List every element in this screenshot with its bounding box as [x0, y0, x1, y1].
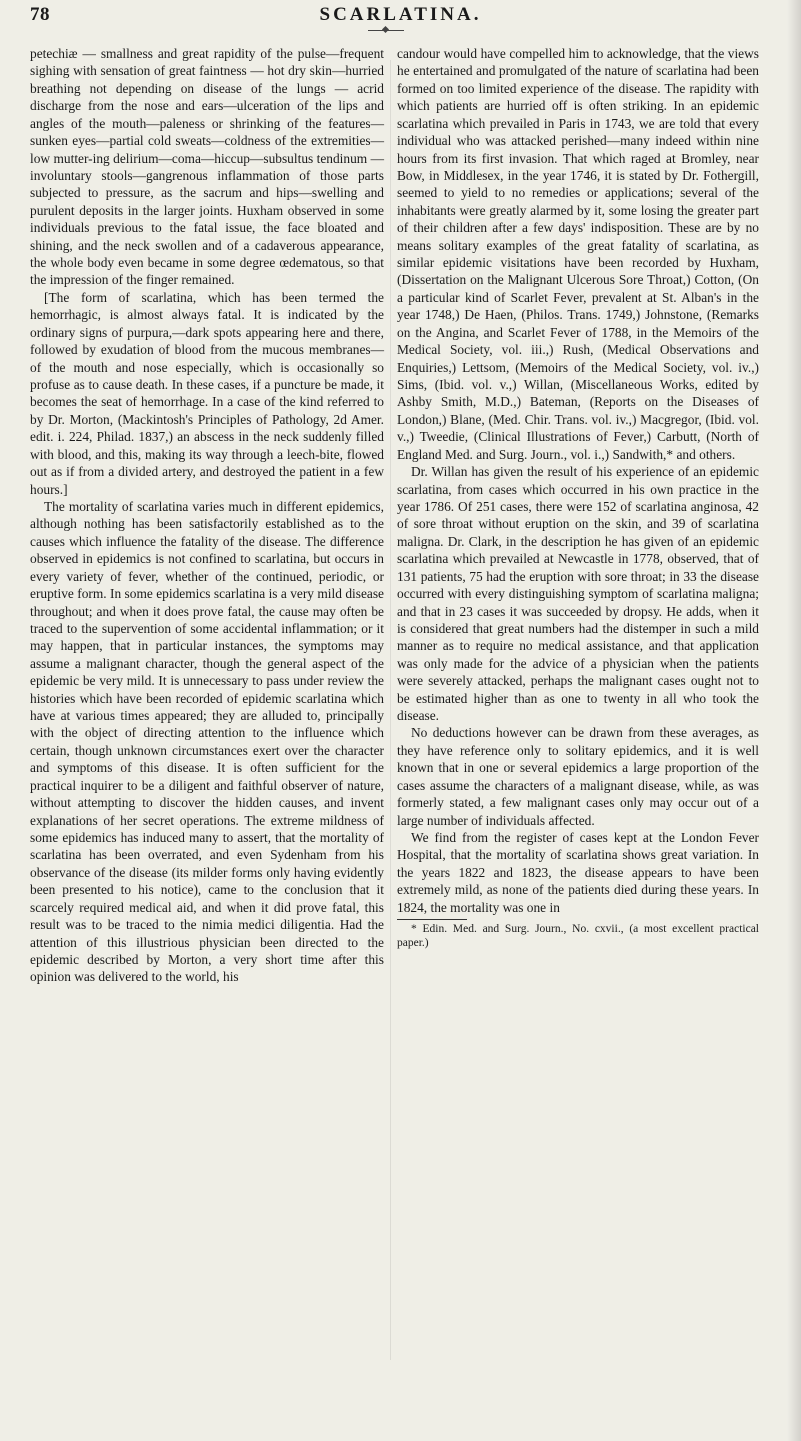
paragraph: petechiæ — smallness and great rapidity of the pulse—frequent sighing with sensation of great faintness — hot dry skin—hurried breathing not depending on disease of the lungs — acrid discharge from the nose and ears—ulceration of the lips and angles of the mouth—paleness or shrinking of the features—sunken eyes—partial cold sweats—coldness of the extremities—low mutter-ing delirium—coma—hiccup—subsultus tendinum —involuntary stools—gangrenous inflammation of those parts subjected to pressure, as the sacrum and hips—swelling and purulent deposits in the larger joints. Huxham observed in some individuals previous to the fatal issue, the face bloated and shining, and the neck swollen and of a cadaverous appearance, the whole body even became in some degree œdematous, so that the impression of the finger remained.	[30, 46, 384, 288]
paragraph: The mortality of scarlatina varies much in different epidemics, although nothing has been satisfactorily established as to the causes which influence the fatality of the disease. The difference observed in epidemics is not confined to scarlatina, but occurs in every variety of fever, whether of the continued, periodic, or eruptive form. In some epidemics scarlatina is a very mild disease throughout; and when it does prove fatal, the cause may often be traced to the supervention of some accidental inflammation; or it may happen, that in particular instances, the symptoms may assume a malignant character, though the general aspect of the epidemic be very mild. It is unnecessary to pass under review the histories which have been recorded of epidemic scarlatina which have at various times appeared; they are alluded to, principally with the object of directing attention to the influence which certain, though unknown circumstances exert over the character and symptoms of this disease. It is often sufficient for the practical inquirer to be a diligent and faithful observer of nature, without attempting to discover the hidden causes, and invent explanations of her secret operations. The extreme mildness of some epidemics has induced many to assert, that the mortality of scarlatina has been overrated, and even Sydenham from his observance of the disease (its milder forms only having evidently been presented to his notice), came to the conclusion that it scarcely required medical aid, and when it did prove fatal, this result was to be traced to the nimia medici diligentia. Had the attention of this illustrious physician been directed to the epidemic described by Morton, a very short time after this opinion was delivered to the world, his	[30, 498, 384, 985]
paragraph: Dr. Willan has given the result of his experience of an epidemic scarlatina, from cases which occurred in his own practice in the year 1786. Of 251 cases, there were 152 of scarlatina anginosa, 42 of sore throat without eruption on the skin, and 39 of scarlatina maligna. Dr. Clark, in the description he has given of an epidemic scarlatina which prevailed at Newcastle in 1778, observed, that of 131 patients, 75 had the eruption with sore throat; in 33 the disease occurred with every distinguishing symptom of scarlatina maligna; and that in 23 cases it was succeeded by dropsy. He adds, when it is considered that great numbers had the distemper in such a mild manner as to require no medical assistance, and that application was only made for the advice of a physician when the patients were severely attacked, perhaps the malignant cases ought not to be estimated higher than as one to twenty in all who took the disease.	[397, 464, 759, 724]
page-number: 78	[30, 4, 50, 25]
left-column	[30, 45, 384, 986]
ornament-divider	[368, 30, 404, 31]
right-column	[397, 45, 759, 950]
running-head: SCARLATINA.	[319, 4, 482, 25]
footnote-rule	[397, 919, 467, 920]
paragraph: [The form of scarlatina, which has been termed the hemorrhagic, is almost always fatal. It is indicated by the ordinary signs of purpura,—dark spots appearing here and there, followed by exudation of blood from the mucous membranes— of the mouth and nose especially, which is occasionally so profuse as to cause death. In these cases, if a puncture be made, it becomes the seat of hemorrhage. In a case of the kind referred to by Dr. Morton, (Mackintosh's Principles of Pathology, 2d Amer. edit. i. 224, Philad. 1837,) an abscess in the neck suddenly filled with blood, and this, making its way through a leech-bite, flowed out as if from a divided artery, and destroyed the patient in a few hours.]	[30, 289, 384, 497]
paragraph: candour would have compelled him to acknowledge, that the views he entertained and promulgated of the nature of scarlatina had been formed on too limited experience of the disease. The rapidity with which patients are hurried off is often striking. In an epidemic scarlatina which prevailed in Paris in 1743, we are told that every individual who was attacked perished—many indeed within nine hours from its first invasion. That which raged at Bromley, near Bow, in Middlesex, in the year 1746, it is stated by Dr. Fothergill, seemed to yield to no remedies or applications; several of the inhabitants were greatly alarmed by it, some losing the greater part of their children after a few days' indisposition. These are by no means solitary examples of the great fatality of scarlatina, as similar epidemic visitations have been recorded by Huxham, (Dissertation on the Malignant Ulcerous Sore Throat,) Cotton, (On a particular kind of Scarlet Fever, prevalent at St. Alban's in the year 1748,) De Haen, (Philos. Trans. 1749,) Johnstone, (Remarks on the Angina, and Scarlet Fever of 1788, in the Memoirs of the Medical Society, vol. iii.,) Rush, (Medical Observations and Enquiries,) Lettsom, (Memoirs of the Medical Society, vol. iv.,) Sims, (Ibid. vol. v.,) Willan, (Miscellaneous Works, edited by Ashby Smith, M.D.,) Bateman, (Reports on the Diseases of London,) Blane, (Med. Chir. Trans. vol. iv.,) Macgregor, (Ibid. vol. v.,) Tweedie, (Clinical Illustrations of Fever,) Carbutt, (North of England Med. and Surg. Journ., vol. i.,) Sandwith,* and others.	[397, 46, 759, 462]
paragraph: No deductions however can be drawn from these averages, as they have reference only to solitary epidemics, and it is well known that in one or several epidemics a large proportion of the cases assume the characters of a malignant disease, while, as was formerly stated, a few malignant cases only may occur out of a large number of individuals affected.	[397, 725, 759, 828]
column-gutter	[390, 60, 391, 1360]
paragraph: We find from the register of cases kept at the London Fever Hospital, that the mortality of scarlatina shows great variation. In the years 1822 and 1823, the disease appears to have been extremely mild, as none of the patients died during these years. In 1824, the mortality was one in	[397, 829, 759, 915]
page-edge-shadow	[787, 0, 801, 1441]
footnote: * Edin. Med. and Surg. Journ., No. cxvii., (a most excellent practical paper.)	[397, 923, 759, 950]
